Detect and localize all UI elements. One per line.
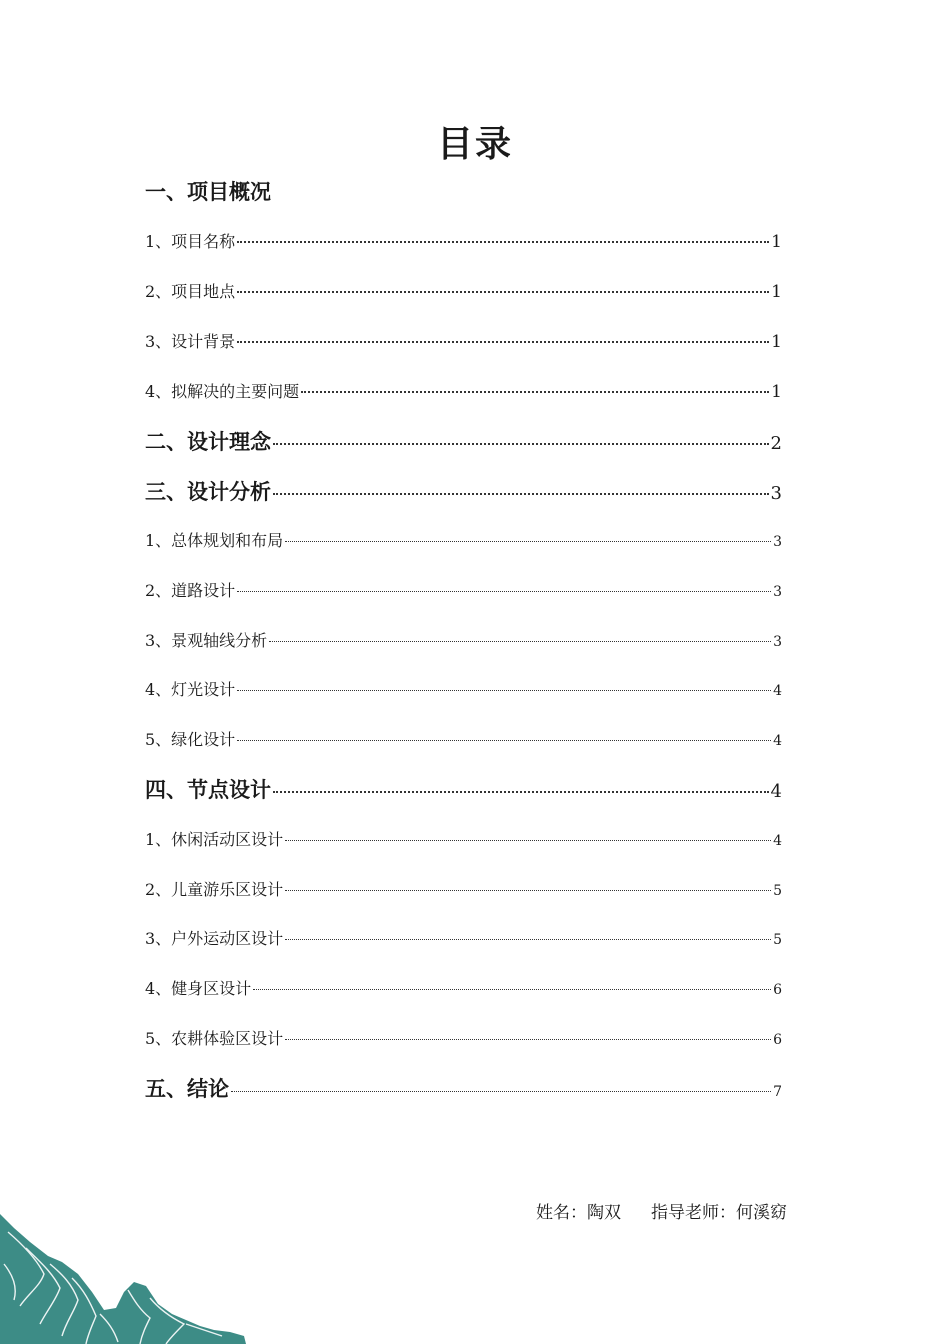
author-name: 姓名：陶双 bbox=[536, 1203, 621, 1223]
toc-page-number: 3 bbox=[773, 534, 782, 550]
toc-label: 二、设计理念 bbox=[145, 430, 271, 454]
dot-leader bbox=[237, 241, 769, 243]
mountain-shape bbox=[0, 1214, 246, 1344]
dot-leader bbox=[237, 341, 769, 343]
toc-entry[interactable] bbox=[145, 628, 782, 651]
toc-label: 1、总体规划和布局 bbox=[145, 531, 284, 550]
toc-label: 3、户外运动区设计 bbox=[145, 929, 284, 948]
toc-label: 4、灯光设计 bbox=[145, 680, 236, 699]
toc-page-number: 1 bbox=[771, 332, 782, 352]
toc-page-number: 4 bbox=[770, 781, 782, 802]
toc-label: 4、健身区设计 bbox=[145, 979, 252, 998]
toc-page-number: 5 bbox=[773, 932, 782, 948]
author-info bbox=[536, 1198, 787, 1223]
toc-section-concept[interactable] bbox=[145, 426, 782, 456]
dot-leader bbox=[285, 840, 771, 841]
toc-entry[interactable] bbox=[145, 578, 782, 601]
toc-entry[interactable] bbox=[145, 877, 782, 900]
toc-label: 2、项目地点 bbox=[145, 282, 236, 301]
dot-leader bbox=[253, 989, 771, 990]
dot-leader bbox=[285, 1039, 771, 1040]
toc-label: 2、儿童游乐区设计 bbox=[145, 880, 284, 899]
toc-label: 3、设计背景 bbox=[145, 332, 236, 351]
toc-page-number: 3 bbox=[773, 634, 782, 650]
toc-page-number: 6 bbox=[773, 1032, 782, 1048]
dot-leader bbox=[285, 541, 771, 542]
toc-entry[interactable] bbox=[145, 379, 782, 402]
dot-leader bbox=[269, 641, 771, 642]
toc-label: 一、项目概况 bbox=[145, 180, 271, 204]
toc-label: 四、节点设计 bbox=[145, 778, 271, 802]
toc-entry[interactable] bbox=[145, 677, 782, 700]
advisor-name: 指导老师：何溪窈 bbox=[651, 1203, 787, 1223]
dot-leader bbox=[285, 939, 771, 940]
dot-leader bbox=[237, 740, 771, 741]
toc-label: 2、道路设计 bbox=[145, 581, 236, 600]
toc-label: 5、农耕体验区设计 bbox=[145, 1029, 284, 1048]
toc-page-number: 4 bbox=[773, 833, 782, 849]
toc-section-analysis[interactable] bbox=[145, 476, 782, 506]
dot-leader bbox=[273, 493, 769, 495]
page-title: 目录 bbox=[436, 124, 513, 165]
toc-label: 5、绿化设计 bbox=[145, 730, 236, 749]
toc-page-number: 2 bbox=[770, 433, 782, 454]
toc-entry[interactable] bbox=[145, 329, 782, 352]
toc-page-number: 1 bbox=[771, 232, 782, 252]
toc-page-number: 1 bbox=[771, 382, 782, 402]
toc-page-number: 5 bbox=[773, 883, 782, 899]
toc-page-number: 1 bbox=[771, 282, 782, 302]
toc-label: 三、设计分析 bbox=[145, 480, 271, 504]
toc-entry[interactable] bbox=[145, 727, 782, 750]
dot-leader bbox=[301, 391, 769, 393]
toc-label: 4、拟解决的主要问题 bbox=[145, 382, 300, 401]
toc-page-number: 4 bbox=[773, 733, 782, 749]
dot-leader bbox=[237, 591, 771, 592]
toc-entry[interactable] bbox=[145, 926, 782, 949]
toc-entry[interactable] bbox=[145, 827, 782, 850]
dot-leader bbox=[273, 443, 769, 445]
toc-label: 3、景观轴线分析 bbox=[145, 631, 268, 650]
toc-page-number: 4 bbox=[773, 683, 782, 699]
toc-entry[interactable] bbox=[145, 976, 782, 999]
toc-entry[interactable] bbox=[145, 229, 782, 252]
toc-label: 1、项目名称 bbox=[145, 232, 236, 251]
toc-label: 1、休闲活动区设计 bbox=[145, 830, 284, 849]
dot-leader bbox=[237, 690, 771, 691]
dot-leader bbox=[231, 1091, 771, 1092]
toc-section-overview[interactable] bbox=[145, 176, 782, 206]
toc-entry[interactable] bbox=[145, 528, 782, 551]
dot-leader bbox=[285, 890, 771, 891]
toc-page-number: 6 bbox=[773, 982, 782, 998]
toc-page-number: 3 bbox=[770, 483, 782, 504]
toc-section-nodes[interactable] bbox=[145, 774, 782, 804]
toc-entry[interactable] bbox=[145, 1026, 782, 1049]
toc-section-conclusion[interactable] bbox=[145, 1073, 782, 1103]
toc-label: 五、结论 bbox=[145, 1077, 229, 1101]
toc-page-number: 7 bbox=[773, 1084, 782, 1100]
dot-leader bbox=[237, 291, 769, 293]
mountain-illustration bbox=[0, 1214, 250, 1344]
toc-page-number: 3 bbox=[773, 584, 782, 600]
dot-leader bbox=[273, 791, 769, 793]
toc-entry[interactable] bbox=[145, 279, 782, 302]
